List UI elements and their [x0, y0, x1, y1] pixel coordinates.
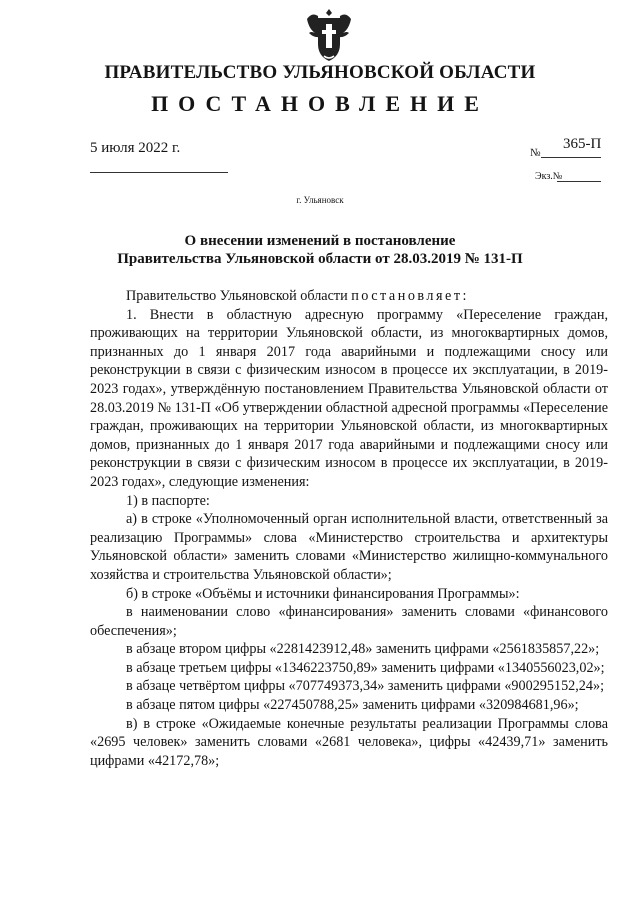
title-line-2: Правительства Ульяновской области от 28.03.2019 № 131-П	[117, 251, 523, 267]
document-date: 5 июля 2022 г.	[90, 140, 181, 156]
preamble-text: Правительство Ульяновской области	[126, 288, 352, 304]
title-line-1: О внесении изменений в постановление	[184, 233, 456, 249]
number-sign: №	[530, 147, 541, 159]
paragraph-3: а) в строке «Уполномоченный орган исполнительной власти, ответственный за реализацию Программы» слова «Министерство строительства и архитектуры Ульяновской области» заменить словами «Министерство жилищно-коммунального хозяйства и строительства Ульяновской области»;	[90, 511, 608, 583]
document-body	[90, 287, 608, 770]
paragraph-1: 1. Внести в областную адресную программу «Переселение граждан, проживающих на территории Ульяновской области, из многоквартирных домов, признанных до 1 января 2017 года аварийными и подлежащими сносу или реконструкции в связи с физическим износом в процессе их эксплуатации, в 2019-2023 годах», утверждённую постановлением Правительства Ульяновской области от 28.03.2019 № 131-П «Об утверждении областной адресной программы «Переселение граждан, проживающих на территории Ульяновской области, из многоквартирных домов, признанных до 1 января 2017 года аварийными и подлежащими сносу или реконструкции в связи с физическим износом в процессе их эксплуатации, в 2019-2023 годах», следующие изменения:	[90, 306, 608, 490]
document-type: ПОСТАНОВЛЕНИЕ	[151, 91, 489, 116]
document-title	[60, 232, 580, 268]
city: г. Ульяновск	[296, 195, 344, 205]
paragraph-4: б) в строке «Объёмы и источники финансирования Программы»:	[126, 585, 520, 602]
number-underline	[541, 157, 601, 158]
date-underline	[90, 172, 228, 173]
preamble	[90, 287, 608, 306]
paragraph-2: 1) в паспорте:	[126, 492, 210, 509]
paragraph-5: в наименовании слово «финансирования» заменить словами «финансового обеспечения»;	[90, 604, 608, 639]
paragraph-8: в абзаце четвёртом цифры «707749373,34» заменить цифрами «900295152,24»;	[126, 678, 605, 695]
preamble-verb: постановляет:	[351, 288, 469, 304]
government-name: ПРАВИТЕЛЬСТВО УЛЬЯНОВСКОЙ ОБЛАСТИ	[104, 62, 536, 83]
paragraph-6: в абзаце втором цифры «2281423912,48» заменить цифрами «2561835857,22»;	[126, 641, 600, 658]
coat-of-arms-icon	[304, 6, 354, 66]
document-number: 365-П	[563, 136, 602, 152]
paragraph-7: в абзаце третьем цифры «1346223750,89» заменить цифрами «1340556023,02»;	[126, 659, 605, 676]
copy-number-label: Экз.№	[535, 171, 563, 182]
paragraph-10: в) в строке «Ожидаемые конечные результаты реализации Программы слова «2695 человек» заменить словами «2681 человека», цифры «42439,71» заменить цифрами «42172,78»;	[90, 715, 608, 769]
paragraph-9: в абзаце пятом цифры «227450788,25» заменить цифрами «320984681,96»;	[126, 697, 579, 714]
copy-number-underline	[557, 181, 601, 182]
